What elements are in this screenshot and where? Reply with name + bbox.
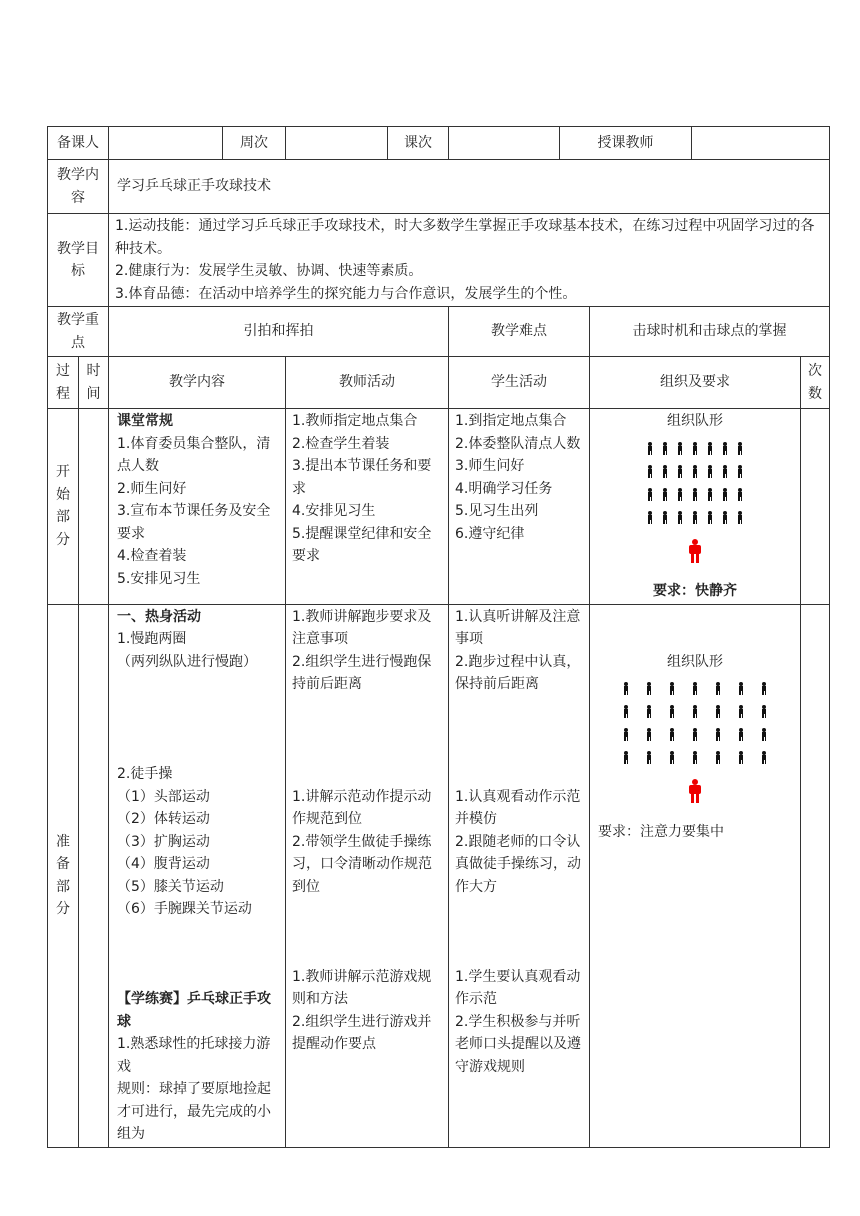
start-content-title: 课堂常规 [117, 413, 173, 429]
student-figure-icon [692, 511, 698, 524]
content-value: 学习乒乓球正手攻球技术 [109, 160, 830, 214]
prep-label: 准备部分 [48, 604, 79, 1147]
list-item: 1.熟悉球性的托球接力游戏 [117, 1036, 271, 1075]
student-figure-icon [669, 705, 675, 718]
student-figure-icon [677, 511, 683, 524]
teacher-figure-icon [689, 539, 701, 563]
start-org-title: 组织队形 [667, 413, 724, 429]
student-figure-icon [692, 442, 698, 455]
student-figure-icon [761, 728, 767, 741]
col-time: 时间 [79, 357, 109, 409]
list-item: 4.明确学习任务 [455, 480, 553, 497]
student-figure-icon [715, 682, 721, 695]
content-label [48, 160, 109, 214]
goal-item: 1.运动技能：通过学习乒乓球正手攻球技术，时大多数学生掌握正手攻球基本技术，在练习过程中巩固学习过的各种技术。 [115, 218, 815, 257]
student-figure-icon [692, 465, 698, 478]
col-org: 组织及要求 [590, 357, 801, 409]
goals-value [109, 214, 830, 307]
student-figure-icon [662, 488, 668, 501]
start-teacher [286, 409, 449, 605]
student-figure-icon [646, 728, 652, 741]
key-point-value: 引拍和挥拍 [109, 307, 449, 357]
formation-row [594, 700, 796, 723]
list-item: 4.检查着装 [117, 548, 187, 564]
student-figure-icon [722, 442, 728, 455]
student-figure-icon [692, 728, 698, 741]
list-item: （4）腹背运动 [117, 856, 210, 872]
start-label: 开始部分 [48, 409, 79, 605]
list-item: 5.提醒课堂纪律和安全要求 [292, 525, 432, 564]
header-row [48, 127, 830, 160]
list-item: 1.教师讲解跑步要求及注意事项 [292, 608, 432, 647]
student-figure-icon [623, 682, 629, 695]
prep-count [801, 604, 830, 1147]
student-figure-icon [737, 465, 743, 478]
difficulty-label [449, 307, 590, 357]
formation-row [594, 506, 796, 529]
formation-row [594, 437, 796, 460]
col-content: 教学内容 [109, 357, 286, 409]
student-figure-icon [737, 511, 743, 524]
list-item: 1.讲解示范动作提示动作规范到位 [292, 788, 432, 827]
student-figure-icon [722, 511, 728, 524]
list-item: 2.带领学生做徒手操练习，口令清晰动作规范到位 [292, 833, 432, 895]
list-item: 规则：球掉了要原地捡起才可进行，最先完成的小组为 [117, 1081, 271, 1142]
goal-item: 3.体育品德：在活动中培养学生的探究能力与合作意识，发展学生的个性。 [115, 285, 577, 302]
student-figure-icon [662, 511, 668, 524]
student-figure-icon [647, 511, 653, 524]
prep-content [109, 604, 286, 1147]
prep-section-row [48, 604, 830, 1147]
formation-row [594, 460, 796, 483]
student-figure-icon [707, 488, 713, 501]
week-value [286, 127, 388, 160]
preparer-label: 备课人 [48, 127, 109, 160]
start-content [109, 409, 286, 605]
start-time [79, 409, 109, 605]
list-item: 1.到指定地点集合 [455, 413, 567, 429]
lesson-label: 课次 [388, 127, 449, 160]
formation-row [594, 723, 796, 746]
prep-student [449, 604, 590, 1147]
list-item: 4.安排见习生 [292, 503, 376, 519]
teacher-value [692, 127, 830, 160]
list-item: 2.学生积极参与并听老师口头提醒以及遵守游戏规则 [455, 1013, 581, 1075]
student-figure-icon [761, 682, 767, 695]
col-student: 学生活动 [449, 357, 590, 409]
student-figure-icon [692, 751, 698, 764]
student-figure-icon [722, 488, 728, 501]
student-figure-icon [707, 442, 713, 455]
list-item: 2.跑步过程中认真，保持前后距离 [455, 653, 581, 692]
student-figure-icon [677, 465, 683, 478]
start-org [590, 409, 801, 605]
difficulty-label-text: 教学难点 [491, 323, 547, 340]
student-figure-icon [692, 682, 698, 695]
goals-row [48, 214, 830, 307]
student-figure-icon [662, 465, 668, 478]
student-figure-icon [738, 728, 744, 741]
goal-item: 2.健康行为：发展学生灵敏、协调、快速等素质。 [115, 263, 423, 279]
list-item: 1.慢跑两圈 [117, 631, 187, 647]
list-item: 2.检查学生着装 [292, 435, 390, 452]
key-point-label [48, 307, 109, 357]
list-item: 1.认真听讲解及注意事项 [455, 608, 581, 647]
start-teacher-figure [594, 529, 796, 581]
teacher-figure-icon [689, 779, 701, 803]
student-figure-icon [646, 751, 652, 764]
prep-org-requirement: 要求：注意力要集中 [598, 823, 724, 840]
focus-row [48, 307, 830, 357]
student-figure-icon [738, 751, 744, 764]
start-student [449, 409, 590, 605]
list-item: 3.提出本节课任务和要求 [292, 458, 432, 497]
list-item: （6）手腕踝关节运动 [117, 901, 252, 917]
list-item: 3.宣布本节课任务及安全要求 [117, 503, 271, 542]
student-figure-icon [715, 751, 721, 764]
student-figure-icon [623, 705, 629, 718]
list-item: 3.师生问好 [455, 458, 525, 474]
game-title: 【学练赛】乒乓球正手攻球 [117, 991, 271, 1030]
difficulty-value: 击球时机和击球点的掌握 [590, 307, 830, 357]
list-item: 2.跟随老师的口令认真做徒手操练习，动作大方 [455, 833, 581, 895]
col-count: 次数 [801, 357, 830, 409]
list-item: 1.教师讲解示范游戏规则和方法 [292, 968, 432, 1007]
student-figure-icon [646, 705, 652, 718]
col-process: 过程 [48, 357, 79, 409]
formation-row [594, 677, 796, 700]
student-figure-icon [692, 488, 698, 501]
student-figure-icon [677, 488, 683, 501]
student-figure-icon [669, 751, 675, 764]
student-figure-icon [707, 465, 713, 478]
list-item: （两列纵队进行慢跑） [117, 653, 257, 670]
student-figure-icon [647, 465, 653, 478]
student-figure-icon [761, 705, 767, 718]
list-item: 2.体委整队清点人数 [455, 435, 581, 452]
prep-teacher [286, 604, 449, 1147]
lesson-value [449, 127, 560, 160]
week-label: 周次 [223, 127, 286, 160]
start-section-row [48, 409, 830, 605]
student-figure-icon [715, 728, 721, 741]
list-item: （5）膝关节运动 [117, 878, 224, 895]
formation-row [594, 746, 796, 769]
exercise-title: 2.徒手操 [117, 766, 173, 782]
student-figure-icon [722, 465, 728, 478]
student-figure-icon [677, 442, 683, 455]
start-org-requirement: 要求：快静齐 [653, 583, 738, 599]
list-item: 1.教师指定地点集合 [292, 413, 418, 429]
preparer-value [109, 127, 223, 160]
prep-formation [594, 677, 796, 769]
start-formation [594, 437, 796, 529]
student-figure-icon [761, 751, 767, 764]
list-item: 5.见习生出列 [455, 503, 539, 519]
list-item: 2.组织学生进行游戏并提醒动作要点 [292, 1013, 432, 1052]
student-figure-icon [647, 442, 653, 455]
warmup-title: 一、热身活动 [117, 608, 201, 625]
col-teacher: 教师活动 [286, 357, 449, 409]
list-item: 1.体育委员集合整队，清点人数 [117, 435, 271, 474]
prep-teacher-figure [594, 769, 796, 821]
student-figure-icon [737, 442, 743, 455]
list-item: 6.遵守纪律 [455, 525, 525, 542]
goals-label [48, 214, 109, 307]
content-label-text: 教学内容 [57, 167, 99, 206]
content-row [48, 160, 830, 214]
list-item: （3）扩胸运动 [117, 833, 210, 850]
student-figure-icon [623, 728, 629, 741]
student-figure-icon [669, 682, 675, 695]
list-item: 2.师生问好 [117, 480, 187, 497]
column-header-row [48, 357, 830, 409]
student-figure-icon [646, 682, 652, 695]
student-figure-icon [647, 488, 653, 501]
start-count [801, 409, 830, 605]
prep-org [590, 604, 801, 1147]
list-item: （2）体转运动 [117, 811, 210, 827]
teacher-label: 授课教师 [560, 127, 692, 160]
list-item: 1.学生要认真观看动作示范 [455, 968, 581, 1007]
prep-org-title: 组织队形 [667, 653, 724, 670]
student-figure-icon [738, 682, 744, 695]
list-item: （1）头部运动 [117, 788, 210, 805]
lesson-plan-table [47, 126, 830, 1148]
formation-row [594, 483, 796, 506]
goals-label-text: 教学目标 [57, 240, 99, 279]
student-figure-icon [692, 705, 698, 718]
student-figure-icon [669, 728, 675, 741]
prep-time [79, 604, 109, 1147]
list-item: 5.安排见习生 [117, 570, 201, 587]
student-figure-icon [707, 511, 713, 524]
student-figure-icon [737, 488, 743, 501]
list-item: 1.认真观看动作示范并模仿 [455, 788, 581, 827]
student-figure-icon [662, 442, 668, 455]
student-figure-icon [623, 751, 629, 764]
student-figure-icon [715, 705, 721, 718]
list-item: 2.组织学生进行慢跑保持前后距离 [292, 653, 432, 692]
key-point-label-text: 教学重点 [57, 312, 99, 351]
student-figure-icon [738, 705, 744, 718]
